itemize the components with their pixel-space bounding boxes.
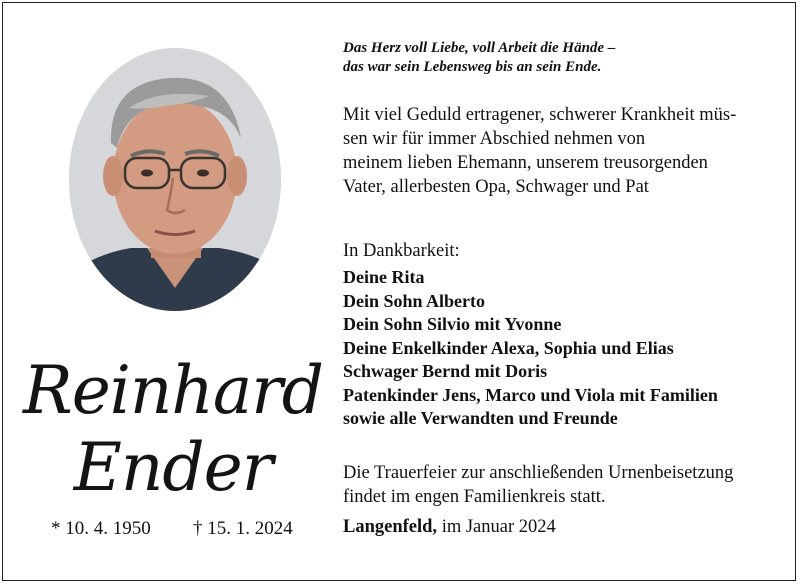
- family-member: Deine Rita: [343, 267, 425, 287]
- family-member: sowie alle Verwandten und Freunde: [343, 408, 618, 428]
- funeral-notice: [343, 461, 783, 509]
- family-member: Deine Enkelkinder Alexa, Sophia und Elias: [343, 337, 674, 358]
- funeral-line: Die Trauerfeier zur anschließenden Urnenbeisetzung: [343, 463, 734, 483]
- message-line: sen wir für immer Abschied nehmen von: [343, 129, 646, 149]
- closing-date: im Januar 2024: [441, 517, 556, 537]
- place-and-date: [343, 515, 556, 539]
- quote: [343, 39, 783, 77]
- message-line: Mit viel Geduld ertragener, schwerer Krankheit müs-: [343, 105, 737, 125]
- family-member: Dein Sohn Silvio mit Yvonne: [343, 314, 562, 334]
- family-member: Patenkinder Jens, Marco und Viola mit Familien: [343, 384, 718, 405]
- deceased-first-name: Reinhard: [23, 352, 324, 429]
- birth-date: * 10. 4. 1950: [51, 518, 151, 539]
- thanks-label: In Dankbarkeit:: [343, 241, 460, 261]
- quote-line: Das Herz voll Liebe, voll Arbeit die Hände –: [343, 40, 616, 56]
- quote-line: das war sein Lebensweg bis an sein Ende.: [343, 59, 602, 75]
- portrait-photo: [69, 48, 281, 311]
- family-list: [343, 266, 783, 431]
- portrait-illustration: [69, 48, 281, 311]
- place: Langenfeld,: [343, 517, 438, 537]
- death-date: † 15. 1. 2024: [193, 518, 293, 539]
- obituary-frame: [2, 2, 796, 581]
- family-member: Dein Sohn Alberto: [343, 290, 486, 311]
- funeral-line: findet im engen Familienkreis statt.: [343, 487, 606, 507]
- family-member: Schwager Bernd mit Doris: [343, 361, 548, 381]
- message-line: Vater, allerbesten Opa, Schwager und Pat: [343, 177, 649, 197]
- message-line: meinem lieben Ehemann, unserem treusorgenden: [343, 153, 708, 173]
- farewell-message: [343, 103, 783, 199]
- deceased-last-name: Ender: [73, 429, 273, 506]
